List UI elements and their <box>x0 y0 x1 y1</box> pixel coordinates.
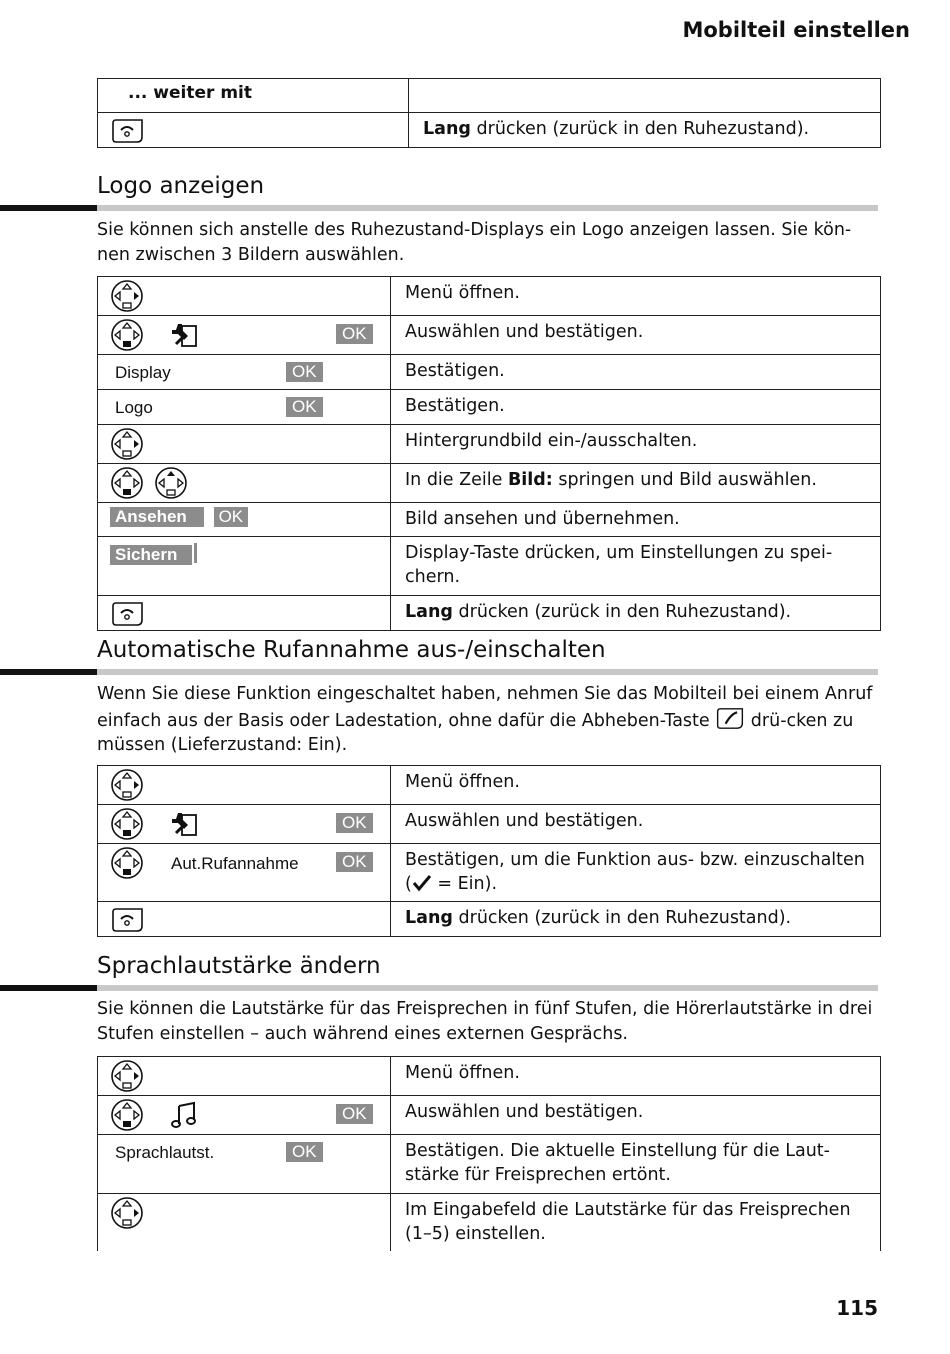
section-intro-auto-answer: Wenn Sie diese Funktion eingeschaltet haben, nehmen Sie das Mobilteil bei einem Anruf einfach aus der Basis oder Ladestation, ohne dafür die Abheben-Taste drü-cken zu müssen (Lieferzustand: Ein). <box>97 684 873 755</box>
ok-softkey[interactable]: OK <box>286 397 323 417</box>
step-key <box>98 1135 391 1194</box>
settings-menu-icon <box>168 809 200 839</box>
end-key-icon <box>110 906 146 934</box>
control-key-down-icon <box>110 807 144 841</box>
step-desc: Auswählen und bestätigen. <box>391 1096 881 1135</box>
step-desc: Lang drücken (zurück in den Ruhezustand). <box>409 113 881 148</box>
step-desc: Menü öffnen. <box>391 277 881 316</box>
menu-entry-label: Aut.Rufannahme <box>171 854 299 873</box>
continuation-header: ... weiter mit <box>98 79 409 113</box>
step-key <box>98 316 391 355</box>
continuation-table <box>97 78 881 148</box>
step-desc: Menü öffnen. <box>391 766 881 805</box>
section-heading-volume: Sprachlautstärke ändern <box>97 953 381 979</box>
settings-menu-icon <box>168 320 200 350</box>
menu-entry-label: Display <box>115 363 171 382</box>
step-key <box>98 537 391 596</box>
ok-softkey[interactable]: OK <box>286 362 323 382</box>
step-key <box>98 1194 391 1251</box>
save-display-key[interactable]: Sichern <box>110 545 192 565</box>
section-heading-logo: Logo anzeigen <box>97 173 265 199</box>
ok-softkey[interactable]: OK <box>336 813 373 833</box>
step-key <box>98 503 391 537</box>
step-key <box>98 805 391 844</box>
ok-softkey[interactable]: OK <box>336 1104 373 1124</box>
step-key <box>98 844 391 902</box>
auto-answer-steps-table <box>97 765 881 937</box>
step-desc: Auswählen und bestätigen. <box>391 316 881 355</box>
logo-steps-table <box>97 276 881 631</box>
ok-softkey[interactable]: OK <box>336 852 373 872</box>
control-key-down-icon <box>110 318 144 352</box>
menu-entry-label: Sprachlautst. <box>115 1143 215 1162</box>
running-header: Mobilteil einstellen <box>682 18 910 42</box>
control-key-right-icon <box>110 768 144 802</box>
step-desc: Auswählen und bestätigen. <box>391 805 881 844</box>
ok-softkey[interactable]: OK <box>286 1142 323 1162</box>
step-key <box>98 390 391 425</box>
control-key-right-icon <box>110 1059 144 1093</box>
control-key-down-icon <box>110 466 144 500</box>
section-heading-auto-answer: Automatische Rufannahme aus-/einschalten <box>97 637 606 663</box>
step-desc: Lang drücken (zurück in den Ruhezustand). <box>391 596 881 631</box>
control-key-left-icon <box>154 466 188 500</box>
audio-settings-icon <box>170 1100 200 1130</box>
step-desc: Display-Taste drücken, um Einstellungen zu spei-chern. <box>391 537 881 596</box>
step-desc: Hintergrundbild ein-/ausschalten. <box>391 425 881 464</box>
view-display-key[interactable]: Ansehen <box>110 507 204 527</box>
control-key-right-icon <box>110 427 144 461</box>
control-key-down-icon <box>110 1098 144 1132</box>
step-desc: Lang drücken (zurück in den Ruhezustand). <box>391 902 881 937</box>
ok-softkey[interactable]: OK <box>214 507 249 527</box>
step-desc: Bild ansehen und übernehmen. <box>391 503 881 537</box>
control-key-right-icon <box>110 1196 144 1230</box>
step-desc: Menü öffnen. <box>391 1057 881 1096</box>
section-rule <box>0 669 878 675</box>
section-rule <box>0 985 878 991</box>
end-key-icon <box>110 600 146 628</box>
section-intro-logo: Sie können sich anstelle des Ruhezustand-Displays ein Logo anzeigen lassen. Sie kön-nen zwischen 3 Bildern auswählen. <box>97 220 852 265</box>
control-key-right-icon <box>110 279 144 313</box>
step-key <box>98 113 409 148</box>
step-desc: Bestätigen. Die aktuelle Einstellung für die Laut-stärke für Freisprechen ertönt. <box>391 1135 881 1194</box>
ok-softkey[interactable]: OK <box>336 324 373 344</box>
step-desc: Bestätigen. <box>391 390 881 425</box>
step-key <box>98 766 391 805</box>
step-key <box>98 902 391 937</box>
end-key-icon <box>110 117 146 145</box>
step-key <box>98 1096 391 1135</box>
step-key <box>98 355 391 390</box>
step-desc: Im Eingabefeld die Lautstärke für das Freisprechen (1–5) einstellen. <box>391 1194 881 1251</box>
step-desc: Bestätigen, um die Funktion aus- bzw. einzuschalten ( = Ein). <box>391 844 881 902</box>
section-rule <box>0 205 878 211</box>
page-number: 115 <box>836 1296 878 1320</box>
section-intro-volume: Sie können die Lautstärke für das Freisprechen in fünf Stufen, die Hörerlautstärke in drei Stufen einstellen – auch während eines externen Gesprächs. <box>97 999 873 1044</box>
step-key <box>98 277 391 316</box>
talk-key-icon <box>715 707 745 730</box>
continuation-header-empty <box>409 79 881 113</box>
menu-entry-label: Logo <box>115 398 153 417</box>
control-key-down-icon <box>110 846 144 880</box>
volume-steps-table <box>97 1056 881 1251</box>
step-desc: In die Zeile Bild: springen und Bild auswählen. <box>391 464 881 503</box>
step-key <box>98 464 391 503</box>
checkmark-icon <box>412 874 432 892</box>
step-desc: Bestätigen. <box>391 355 881 390</box>
step-key <box>98 596 391 631</box>
step-key <box>98 425 391 464</box>
step-key <box>98 1057 391 1096</box>
